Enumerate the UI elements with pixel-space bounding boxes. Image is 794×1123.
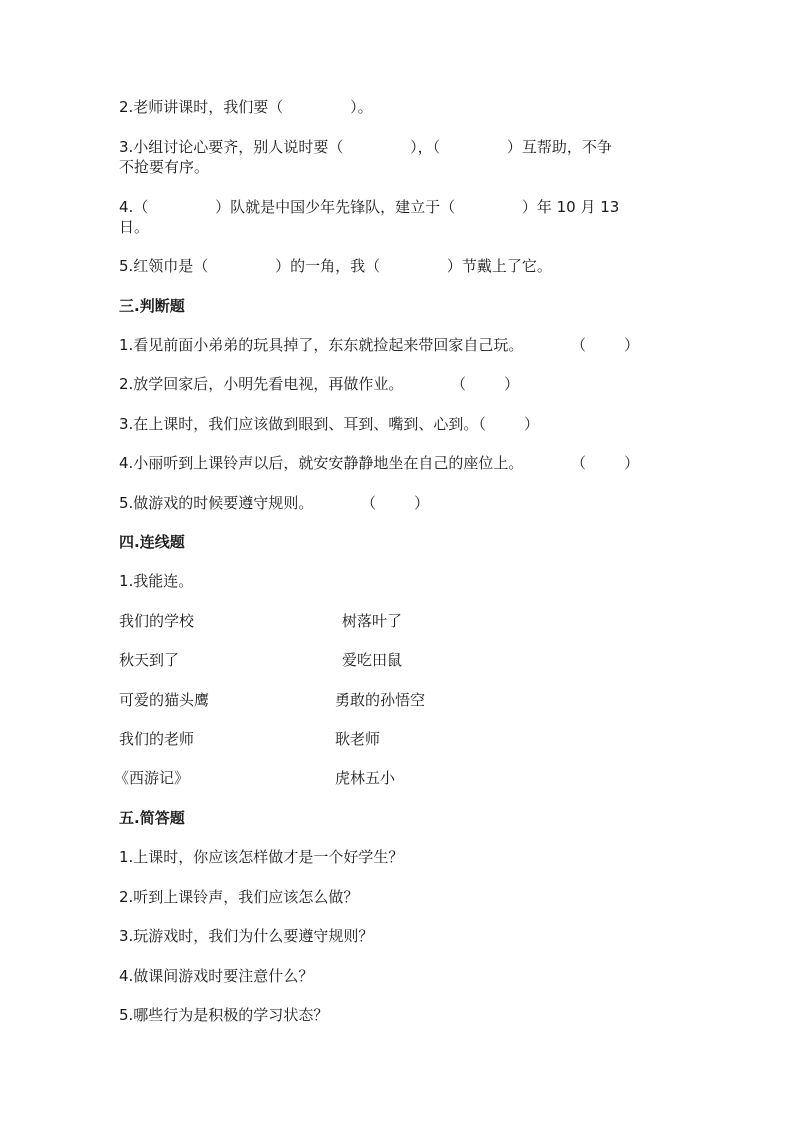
matching-right-item-2: 爱吃田鼠: [342, 651, 403, 669]
matching-left-item-3: 可爱的猫头鹰: [119, 691, 210, 709]
matching-left-item-5: 《西游记》: [114, 769, 190, 787]
section-heading-short-answer: 五.简答题: [119, 809, 185, 827]
fill-question-4-line-1: 4.（ ）队就是中国少年先锋队，建立于（ ）年 10 月 13: [119, 198, 620, 216]
short-answer-item-1: 1.上课时，你应该怎样做才是一个好学生？: [119, 848, 404, 866]
matching-right-item-4: 耿老师: [335, 730, 381, 748]
fill-question-4-line-2: 日。: [119, 218, 150, 236]
matching-right-item-3: 勇敢的孙悟空: [335, 691, 426, 709]
matching-left-item-2: 秋天到了: [119, 651, 180, 669]
matching-right-item-5: 虎林五小: [335, 769, 396, 787]
fill-question-3-line-2: 不抢要有序。: [119, 158, 210, 176]
fill-question-5: 5.红领巾是（ ）的一角，我（ ）节戴上了它。: [119, 257, 552, 275]
matching-right-item-1: 树落叶了: [342, 612, 403, 630]
judgement-item-5: 5.做游戏的时候要遵守规则。 （ ）: [119, 494, 430, 512]
section-heading-judgement: 三.判断题: [119, 297, 185, 315]
judgement-item-3: 3.在上课时，我们应该做到眼到、耳到、嘴到、心到。（ ）: [119, 415, 539, 433]
matching-left-item-1: 我们的学校: [119, 612, 195, 630]
fill-question-3-line-1: 3.小组讨论心要齐，别人说时要（ ），（ ）互帮助，不争: [119, 138, 612, 156]
fill-question-2: 2.老师讲课时，我们要（ ）。: [119, 98, 373, 116]
matching-prompt: 1.我能连。: [119, 572, 194, 590]
short-answer-item-4: 4.做课间游戏时要注意什么？: [119, 967, 314, 985]
short-answer-item-5: 5.哪些行为是积极的学习状态？: [119, 1006, 329, 1024]
section-heading-matching: 四.连线题: [119, 533, 185, 551]
short-answer-item-3: 3.玩游戏时，我们为什么要遵守规则？: [119, 927, 374, 945]
judgement-item-2: 2.放学回家后，小明先看电视，再做作业。 （ ）: [119, 375, 520, 393]
short-answer-item-2: 2.听到上课铃声，我们应该怎么做？: [119, 888, 359, 906]
matching-left-item-4: 我们的老师: [119, 730, 195, 748]
judgement-item-1: 1.看见前面小弟弟的玩具掉了，东东就捡起来带回家自己玩。 （ ）: [119, 336, 640, 354]
judgement-item-4: 4.小丽听到上课铃声以后，就安安静静地坐在自己的座位上。 （ ）: [119, 454, 640, 472]
